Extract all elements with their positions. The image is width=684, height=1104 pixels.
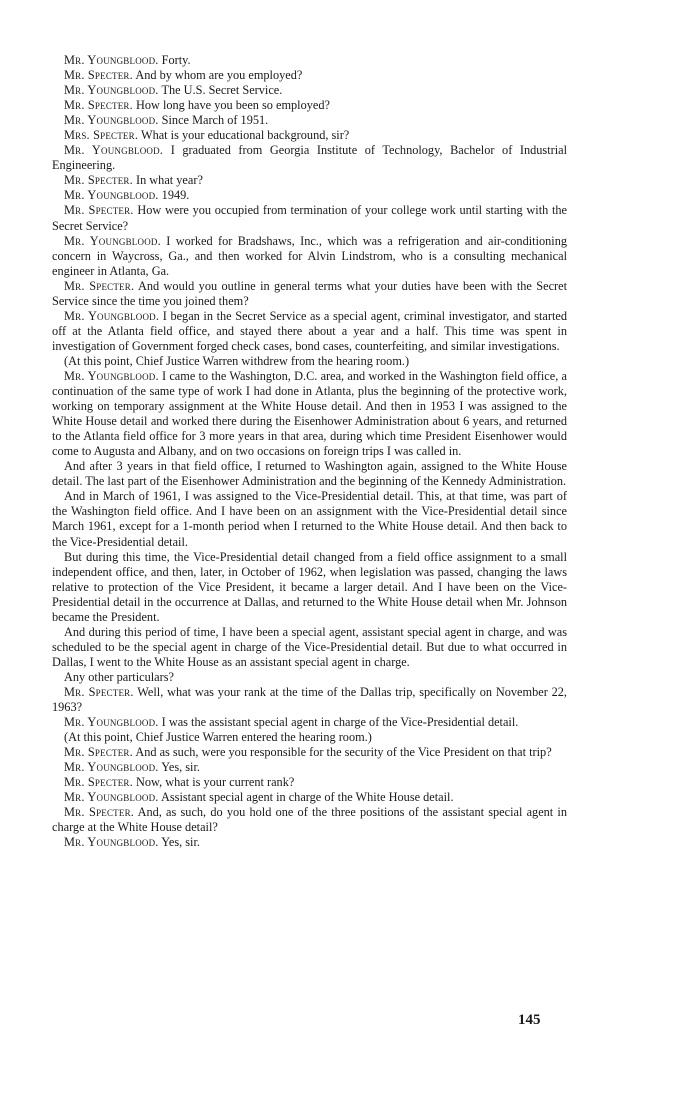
transcript-paragraph (52, 790, 567, 805)
transcript-paragraph (52, 203, 567, 233)
transcript-page (52, 53, 567, 850)
speaker-label: Mr. Youngblood. (64, 790, 159, 805)
speech-text: Now, what is your current rank? (135, 775, 295, 790)
speech-text: And by whom are you employed? (135, 68, 303, 83)
speaker-label: Mr. Specter. (64, 775, 133, 790)
speaker-label: Mr. Specter. (64, 805, 135, 820)
speaker-label: Mr. Youngblood. (64, 715, 159, 730)
speech-text: (At this point, Chief Justice Warren entered the hearing room.) (64, 730, 372, 745)
transcript-paragraph (52, 745, 567, 760)
speech-text: But during this time, the Vice-Presidential detail changed from a field office assignment to a small independent office, and then, later, in October of 1962, when legislation was passed, changing the laws relative to protection of the Vice President, it became a larger detail. And I have been on the Vice-Presidential detail in the occurrence at Dallas, and returned to the White House detail when Mr. Johnson became the President. (52, 549, 567, 624)
speech-text: How long have you been so employed? (135, 98, 330, 113)
speech-text: Well, what was your rank at the time of the Dallas trip, specifically on November 22, 1963? (52, 684, 567, 715)
transcript-continuation (52, 550, 567, 625)
speaker-label: Mr. Youngblood. (64, 83, 159, 98)
transcript-continuation (52, 489, 567, 549)
speech-text: Any other particulars? (64, 669, 174, 684)
transcript-continuation (52, 730, 567, 745)
speaker-label: Mr. Specter. (64, 278, 135, 293)
speaker-label: Mr. Specter. (64, 203, 134, 218)
speaker-label: Mr. Youngblood. (64, 835, 159, 850)
transcript-paragraph (52, 760, 567, 775)
transcript-paragraph (52, 128, 567, 143)
transcript-continuation (52, 625, 567, 670)
transcript-paragraph (52, 805, 567, 835)
transcript-paragraph (52, 113, 567, 128)
speech-text: What is your educational background, sir? (140, 128, 350, 143)
transcript-paragraph (52, 98, 567, 113)
speaker-label: Mr. Youngblood. (64, 113, 159, 128)
transcript-paragraph (52, 309, 567, 354)
speaker-label: Mr. Specter. (64, 173, 133, 188)
speech-text: I graduated from Georgia Institute of Technology, Bachelor of Industrial Engineering. (52, 143, 567, 173)
speech-text: Yes, sir. (161, 760, 200, 775)
transcript-continuation (52, 670, 567, 685)
speech-text: I came to the Washington, D.C. area, and worked in the Washington field office, a continuation of the same type of work I had done in Atlanta, plus the beginning of the protective work, working on temporary assignment at the White House detail. And then in 1953 I was assigned to the White House detail and worked there during the Eisenhower Administration about 6 years, and returned to the Atlanta field office for 3 more years in that area, during which time President Eisenhower would come to Augusta and Albany, and on two occasions on foreign trips I was called in. (52, 368, 567, 459)
speech-text: Since March of 1951. (161, 113, 269, 128)
speech-text: Forty. (161, 53, 191, 67)
speaker-label: Mr. Youngblood. (64, 308, 160, 323)
transcript-paragraph (52, 369, 567, 459)
speech-text: Yes, sir. (161, 835, 200, 850)
speaker-label: Mr. Youngblood. (64, 188, 159, 203)
speech-text: Assistant special agent in charge of the White House detail. (161, 790, 454, 805)
speaker-label: Mr. Youngblood. (64, 233, 161, 248)
transcript-continuation (52, 459, 567, 489)
transcript-paragraph (52, 715, 567, 730)
transcript-continuation (52, 354, 567, 369)
speech-text: In what year? (135, 173, 203, 188)
speech-text: I began in the Secret Service as a special agent, criminal investigator, and started off at the Atlanta field office, and stayed there about a year and a half. This time was spent in investigation of Government forged check cases, bond cases, counterfeiting, and similar investigations. (52, 308, 568, 353)
speech-text: And as such, were you responsible for the security of the Vice President on that trip? (135, 745, 552, 760)
speech-text: And during this period of time, I have been a special agent, assistant special agent in charge, and was scheduled to be the special agent in charge of the Vice-Presidential detail. But due to what occurred in Dallas, I went to the White House as an assistant special agent in charge. (52, 624, 567, 669)
speaker-label: Mr. Specter. (64, 745, 133, 760)
transcript-paragraph (52, 835, 567, 850)
transcript-paragraph (52, 775, 567, 790)
speech-text: 1949. (161, 188, 190, 203)
transcript-paragraph (52, 143, 567, 173)
speech-text: The U.S. Secret Service. (161, 83, 283, 98)
speaker-label: Mr. Youngblood. (64, 53, 159, 67)
speaker-label: Mr. Specter. (64, 68, 133, 83)
transcript-paragraph (52, 685, 567, 715)
speaker-label: Mrs. Specter. (64, 128, 139, 143)
speech-text: I worked for Bradshaws, Inc., which was a refrigeration and air-conditioning concern in Waycross, Ga., and then worked for Alvin Lindstrom, who is a consulting mechanical engineer in Atlanta, Ga. (52, 233, 567, 278)
transcript-paragraph (52, 68, 567, 83)
transcript-body (52, 53, 567, 850)
transcript-paragraph (52, 279, 567, 309)
transcript-paragraph (52, 188, 567, 203)
transcript-paragraph (52, 53, 567, 68)
speaker-label: Mr. Specter. (64, 684, 134, 699)
speech-text: And after 3 years in that field office, I returned to Washington again, assigned to the White House detail. The last part of the Eisenhower Administration and the beginning of the Kennedy Administration. (52, 459, 567, 489)
transcript-paragraph (52, 234, 567, 279)
speech-text: I was the assistant special agent in charge of the Vice-Presidential detail. (161, 715, 519, 730)
speaker-label: Mr. Specter. (64, 98, 133, 113)
transcript-paragraph (52, 173, 567, 188)
speech-text: How were you occupied from termination of your college work until starting with the Secret Service? (52, 203, 568, 233)
speech-text: (At this point, Chief Justice Warren withdrew from the hearing room.) (64, 353, 410, 368)
transcript-paragraph (52, 83, 567, 98)
speaker-label: Mr. Youngblood. (64, 760, 159, 775)
speech-text: And in March of 1961, I was assigned to the Vice-Presidential detail. This, at that time, was part of the Washington field office. And I have been on an assignment with the Vice-Presidential detail since March 1961, except for a 1-month period when I returned to the White House detail. And then back to the Vice-Presidential detail. (52, 489, 567, 549)
speech-text: And, as such, do you hold one of the three positions of the assistant special agent in charge at the White House detail? (52, 805, 567, 835)
speaker-label: Mr. Youngblood. (64, 368, 159, 383)
page-number: 145 (518, 1012, 541, 1028)
speech-text: And would you outline in general terms what your duties have been with the Secret Service since the time you joined them? (52, 278, 567, 308)
speaker-label: Mr. Youngblood. (64, 143, 164, 158)
